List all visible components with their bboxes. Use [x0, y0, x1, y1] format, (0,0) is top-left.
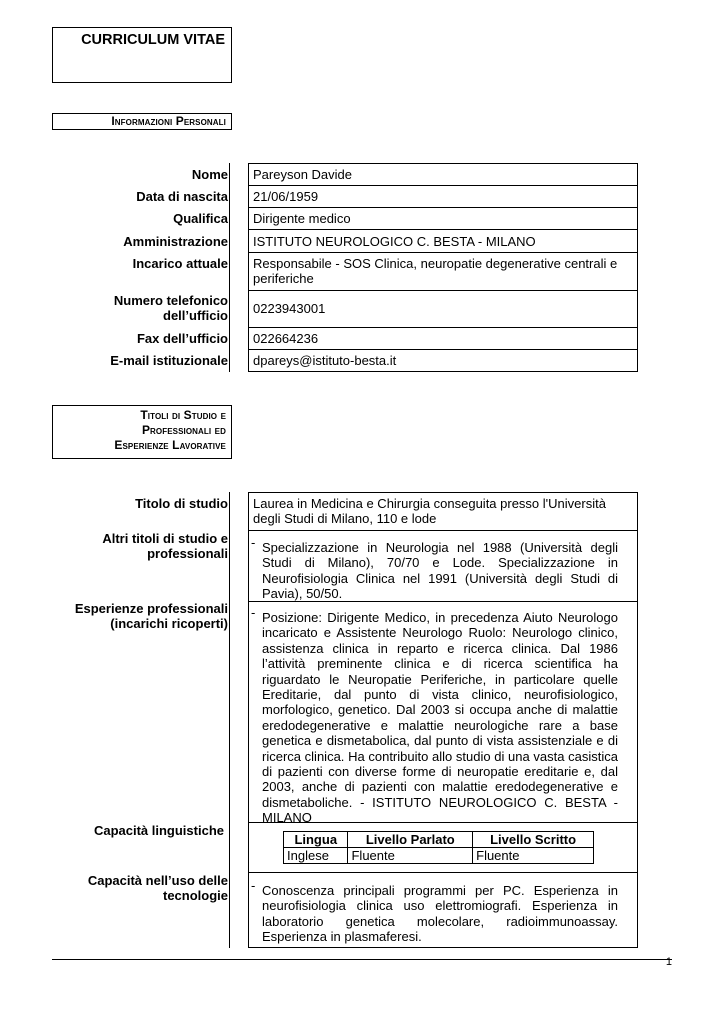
- label-fax: Fax dell’ufficio: [136, 331, 228, 346]
- row-divider: [248, 185, 638, 186]
- row-divider: [248, 327, 638, 328]
- section-studies-line3: Esperienze Lavorative: [114, 438, 226, 452]
- section-personal-info: [52, 113, 232, 130]
- value-data-nascita: 21/06/1959: [253, 189, 319, 204]
- value-altri-titoli: Specializzazione in Neurologia nel 1988 (Università degli Studi di Milano), 70/70 e Lode. Specializzazione in Neurofisiologia Clinica nel 1991 (Università degli Studi di Pavia), 50/50.: [262, 540, 618, 602]
- page-number: 1: [665, 956, 672, 968]
- row-divider: [248, 349, 638, 350]
- lang-header-scritto: Livello Scritto: [473, 832, 594, 848]
- section-studies-line1: Titoli di Studio e: [140, 408, 226, 422]
- label-esperienze-line1: Esperienze professionali: [74, 601, 228, 616]
- label-qualifica: Qualifica: [173, 211, 228, 226]
- row-divider: [248, 872, 638, 873]
- label-titolo-studio: Titolo di studio: [135, 496, 228, 511]
- label-altri-titoli-line1: Altri titoli di studio e: [102, 531, 228, 546]
- label-email: E-mail istituzionale: [110, 353, 228, 368]
- title-box: [52, 27, 232, 83]
- label-data-nascita: Data di nascita: [136, 189, 228, 204]
- label-tecnologie-line2: tecnologie: [162, 888, 228, 903]
- label-tecnologie-line1: Capacità nell’uso delle: [87, 873, 228, 888]
- lang-header-parlato: Livello Parlato: [348, 832, 473, 848]
- value-incarico-line2: periferiche: [253, 271, 314, 286]
- lang-cell-scritto: Fluente: [473, 848, 594, 864]
- value-amministrazione: ISTITUTO NEUROLOGICO C. BESTA - MILANO: [253, 234, 536, 249]
- lang-cell-lingua: Inglese: [284, 848, 348, 864]
- row-divider: [248, 530, 638, 531]
- section-studies-line2: Professionali ed: [141, 423, 226, 437]
- page-title: CURRICULUM VITAE: [81, 32, 225, 48]
- lang-cell-parlato: Fluente: [348, 848, 473, 864]
- row-divider: [248, 252, 638, 253]
- label-esperienze-line2: (incarichi ricoperti): [110, 616, 228, 631]
- bullet-dash: -: [251, 605, 256, 620]
- lang-header-lingua: Lingua: [284, 832, 348, 848]
- label-nome: Nome: [191, 167, 228, 182]
- section-studies: [52, 405, 232, 459]
- label-lingue: Capacità linguistiche: [93, 823, 224, 838]
- footer-divider: [52, 959, 672, 960]
- bullet-dash: -: [251, 878, 256, 893]
- label-telefono-line1: Numero telefonico: [113, 293, 228, 308]
- value-qualifica: Dirigente medico: [253, 211, 351, 226]
- section-title-studies: [114, 408, 226, 453]
- label-column-border: [229, 492, 230, 948]
- label-amministrazione: Amministrazione: [123, 234, 228, 249]
- value-telefono: 0223943001: [253, 301, 326, 316]
- row-divider: [248, 207, 638, 208]
- language-table: [283, 831, 594, 864]
- table-row: [284, 848, 594, 864]
- section-title-personal: Informazioni Personali: [111, 114, 226, 128]
- row-divider: [248, 229, 638, 230]
- value-esperienze: Posizione: Dirigente Medico, in precedenza Aiuto Neurologo incaricato e Assistente Neurologo Ruolo: Neurologo clinico, assistenza clinica in reparto e ricerca clinica. Dal 1986 l’attività preminente clinica e di ricerca scientifica ha riguardato le Neuropatie Periferiche, in particolare quelle Ereditarie, dal punto di vista clinico, neurofisiologico, morfologico, genetico. Dal 2003 si occupa anche di malattie eredodegenerative e malattie neurologiche rare a base genetica e dismetabolica, dal punto di vista assistenziale e di ricerca clinica. Ha contribuito allo studio di una vasta casistica di pazienti con diverse forme di neuropatie ereditarie e, dal 2003, anche di pazienti con malattie eredodegenerative e dismetaboliche. - ISTITUTO NEUROLOGICO C. BESTA - MILANO: [262, 610, 618, 826]
- value-incarico-line1: Responsabile - SOS Clinica, neuropatie degenerative centrali e: [253, 256, 618, 271]
- value-tecnologie: Conoscenza principali programmi per PC. Esperienza in neurofisiologia clinica uso elettromiografi. Esperienza in laboratorio genetica molecolare, radioimmunoassay. Esperienza in plasmaferesi.: [262, 883, 618, 945]
- row-divider: [248, 290, 638, 291]
- value-titolo-studio: Laurea in Medicina e Chirurgia conseguita presso l'Università degli Studi di Milano, 110 e lode: [253, 496, 606, 527]
- label-altri-titoli-line2: professionali: [147, 546, 228, 561]
- label-telefono-line2: dell’ufficio: [163, 308, 228, 323]
- label-column-border: [229, 163, 230, 372]
- value-nome: Pareyson Davide: [253, 167, 352, 182]
- value-email: dpareys@istituto-besta.it: [253, 353, 397, 368]
- label-incarico: Incarico attuale: [132, 256, 228, 271]
- bullet-dash: -: [251, 535, 256, 550]
- value-fax: 022664236: [253, 331, 319, 346]
